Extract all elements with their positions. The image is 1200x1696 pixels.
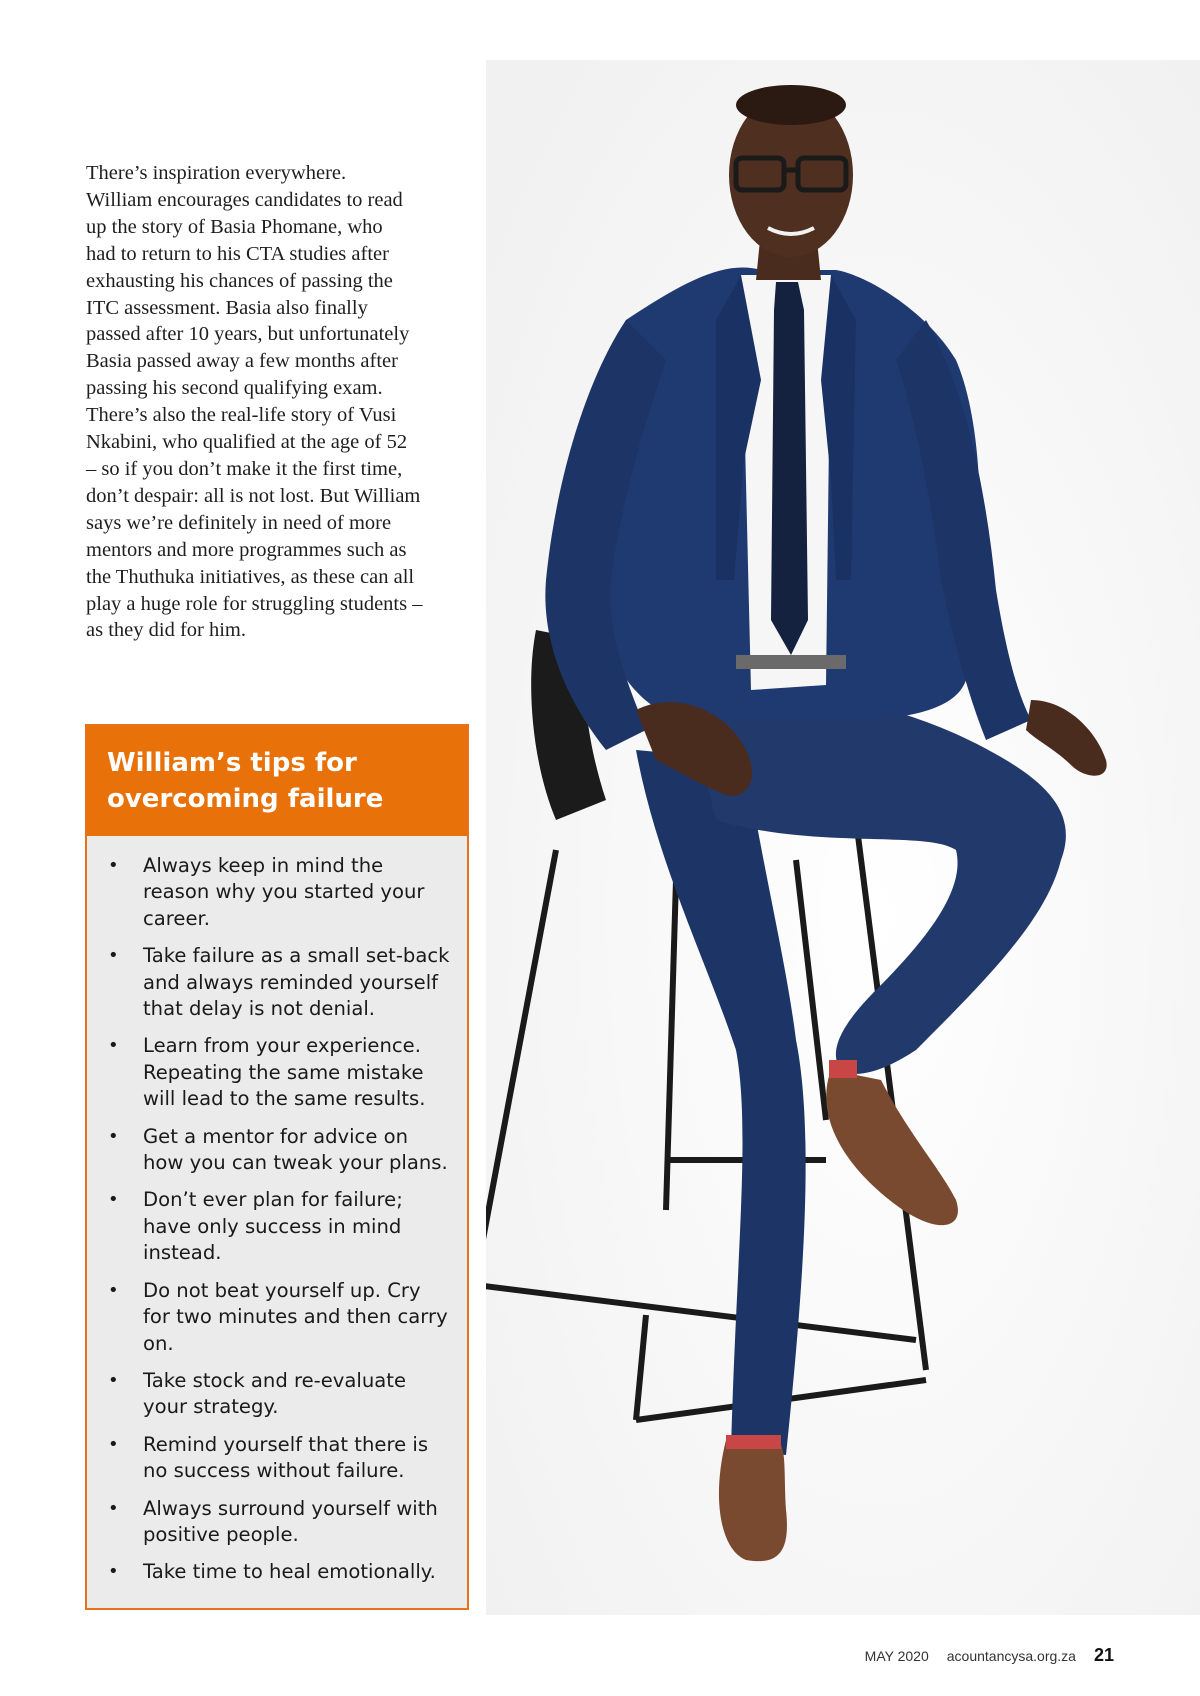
tip-item	[87, 1124, 467, 1177]
bullet-icon: •	[108, 1125, 119, 1147]
tip-text	[143, 1278, 461, 1357]
article-line: There’s inspiration everywhere.	[86, 162, 347, 184]
article-line: play a huge role for struggling students –	[86, 592, 423, 615]
tip-text-line: will lead to the same results.	[143, 1087, 426, 1111]
tips-title	[107, 745, 447, 817]
tips-list	[87, 836, 467, 1586]
tip-text-line: Learn from your experience.	[143, 1034, 421, 1058]
tip-item	[87, 853, 467, 932]
tip-text-line: reason why you started your	[143, 880, 425, 904]
tip-item	[87, 1033, 467, 1112]
tip-text-line: instead.	[143, 1241, 222, 1265]
tip-text-line: Take stock and re-evaluate	[143, 1368, 406, 1392]
tip-text-line: your strategy.	[143, 1395, 279, 1419]
tie	[771, 282, 808, 655]
tip-text-line: on.	[143, 1331, 174, 1355]
tip-text-line: Remind yourself that there is	[143, 1432, 429, 1456]
tip-text	[143, 853, 461, 932]
article-line: exhausting his chances of passing the	[86, 269, 393, 292]
tip-text	[143, 1368, 461, 1421]
tip-text-line: Take failure as a small set-back	[143, 944, 450, 968]
article-body-text	[86, 160, 486, 644]
tip-item	[87, 1496, 467, 1549]
article-line: mentors and more programmes such as	[86, 538, 407, 561]
tip-text-line: Do not beat yourself up. Cry	[143, 1278, 421, 1302]
tip-text-line: career.	[143, 906, 210, 930]
tip-item	[87, 1432, 467, 1485]
tip-item	[87, 1368, 467, 1421]
tips-title-line: William’s tips for	[107, 748, 357, 778]
article-line: There’s also the real-life story of Vusi	[86, 404, 397, 427]
tip-text	[143, 943, 461, 1022]
tip-text-line: positive people.	[143, 1522, 299, 1546]
tip-text-line: Always keep in mind the	[143, 854, 384, 877]
article-line: – so if you don’t make it the first time,	[86, 457, 403, 480]
article-line: up the story of Basia Phomane, who	[86, 215, 383, 238]
tip-text-line: how you can tweak your plans.	[143, 1151, 448, 1175]
tip-text-line: no success without failure.	[143, 1459, 405, 1483]
bullet-icon: •	[108, 945, 119, 967]
tips-title-line: overcoming failure	[107, 784, 384, 814]
tip-item	[87, 1559, 467, 1585]
tips-box	[85, 724, 469, 1610]
article-line: as they did for him.	[86, 619, 246, 642]
tip-text-line: Take time to heal emotionally.	[143, 1560, 436, 1584]
tip-text	[143, 1187, 461, 1266]
footer-date: MAY 2020	[864, 1648, 929, 1664]
tip-item	[87, 943, 467, 1022]
article-line: William encourages candidates to read	[86, 188, 403, 211]
article-line: passing his second qualifying exam.	[86, 377, 383, 400]
tip-text	[143, 1496, 461, 1549]
tips-header	[87, 726, 467, 836]
bullet-icon: •	[108, 1369, 119, 1391]
tip-text-line: that delay is not denial.	[143, 997, 376, 1021]
article-line: ITC assessment. Basia also finally	[86, 296, 368, 319]
tip-text	[143, 1559, 461, 1585]
bullet-icon: •	[108, 855, 119, 876]
tip-item	[87, 1187, 467, 1266]
page-number: 21	[1093, 1645, 1114, 1665]
bullet-icon: •	[108, 1433, 119, 1455]
tip-text-line: for two minutes and then carry	[143, 1305, 448, 1329]
back-shoe	[719, 1440, 787, 1561]
tip-text	[143, 1432, 461, 1485]
bullet-icon: •	[108, 1189, 119, 1211]
bullet-icon: •	[108, 1497, 119, 1519]
page-footer	[865, 1645, 1114, 1666]
portrait-photo	[486, 60, 1200, 1615]
article-line: Nkabini, who qualified at the age of 52	[86, 431, 408, 454]
article-line: the Thuthuka initiatives, as these can all	[86, 565, 415, 588]
tip-text-line: Get a mentor for advice on	[143, 1124, 409, 1148]
article-line: says we’re definitely in need of more	[86, 511, 392, 534]
tip-text-line: and always reminded yourself	[143, 970, 439, 994]
bullet-icon: •	[108, 1035, 119, 1057]
tip-text-line: have only success in mind	[143, 1214, 402, 1238]
article-line: Basia passed away a few months after	[86, 350, 398, 373]
bullet-icon: •	[108, 1279, 119, 1301]
bullet-icon: •	[108, 1561, 119, 1583]
article-line: passed after 10 years, but unfortunately	[86, 323, 410, 346]
tip-text-line: Repeating the same mistake	[143, 1060, 424, 1084]
tip-text-line: Don’t ever plan for failure;	[143, 1188, 403, 1212]
tip-text	[143, 1033, 461, 1112]
tip-text	[143, 1124, 461, 1177]
article-line: had to return to his CTA studies after	[86, 242, 389, 265]
article-line: don’t despair: all is not lost. But William	[86, 484, 421, 507]
tip-text-line: Always surround yourself with	[143, 1496, 438, 1520]
tip-item	[87, 1278, 467, 1357]
footer-website: acountancysa.org.za	[946, 1648, 1076, 1664]
